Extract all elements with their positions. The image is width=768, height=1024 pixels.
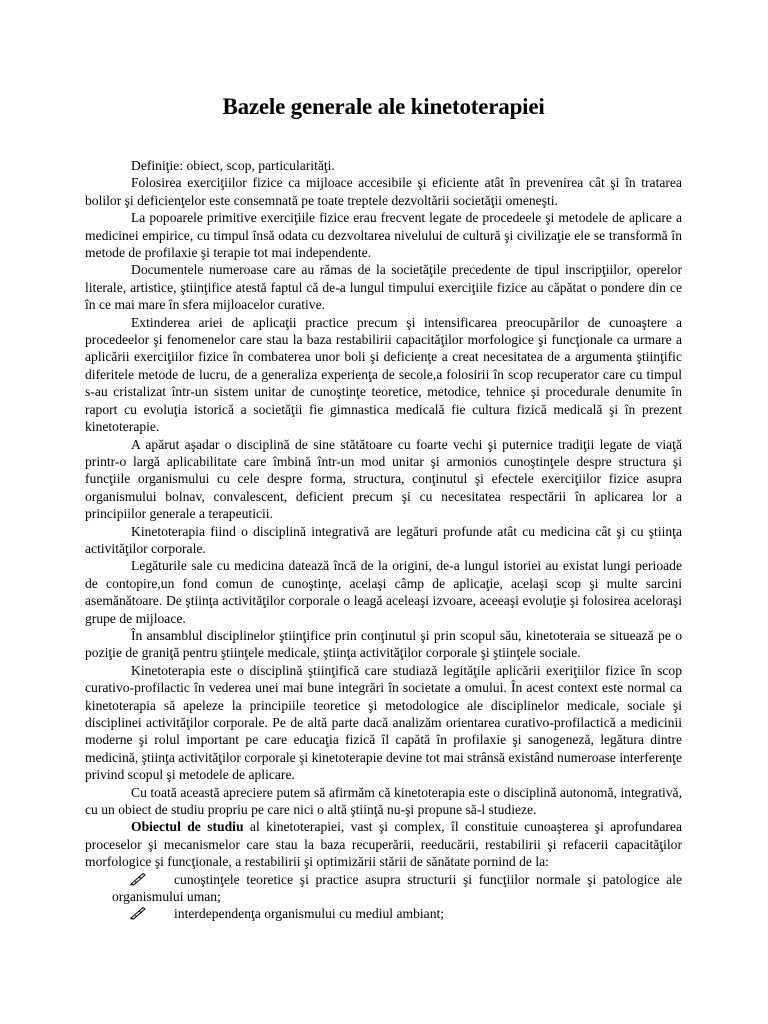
- definition-paragraph: Definiţie: obiect, scop, particularităţi.: [131, 158, 335, 173]
- bullet-text: cunoştinţele teoretice şi practice asupra structurii şi funcţiilor normale şi patologice ale organismului uman;: [112, 871, 682, 905]
- body-paragraph: La popoarele primitive exerciţiile fizice erau frecvent legate de procedeele şi metodele de aplicare a medicinei empirice, cu timpul însă odata cu dezvoltarea nivelului de cultură şi civilizaţie ele se transformă în metode de profilaxie şi terapie tot mai independente.: [85, 210, 682, 261]
- page-title: Bazele generale ale kinetoterapiei: [222, 94, 545, 119]
- body-paragraph: A apărut aşadar o disciplină de sine stătătoare cu foarte vechi şi puternice tradiţii legate de viaţă printr-o largă aplicabilitate care îmbină într-un mod unitar şi armonios cunoştinţele despre structura şi funcţiile organismului cu cele despre forma, structura, conţinutul şi efectele exerciţiilor fizice asupra organismului bolnav, convalescent, deficient precum şi cu necesitatea respectării în aplicarea lor a principiilor generale a terapeuticii.: [85, 436, 682, 522]
- body-paragraph: Kinetoterapia fiind o disciplină integrativă are legături profunde atât cu medicina cât şi cu ştiinţa activităţilor corporale.: [85, 523, 682, 556]
- object-of-study-paragraph: [85, 818, 682, 870]
- body-paragraph: Folosirea exerciţiilor fizice ca mijloace accesibile şi eficiente atât în prevenirea cât şi în tratarea bolilor şi deficienţelor este consemnată pe toate treptele dezvoltării societăţii omeneşti.: [85, 175, 682, 208]
- bullet-text: interdependenţa organismului cu mediul ambiant;: [174, 906, 445, 922]
- body-paragraph: În ansamblul disciplinelor ştiinţifice prin conţinutul şi prin scopul său, kinetoteraia se situează pe o poziţie de graniţă pentru ştiinţele medicale, ştiinţa activităţilor corporale şi ştiinţele sociale.: [85, 627, 682, 661]
- document-page: [85, 92, 682, 923]
- writing-hand-icon: [130, 872, 146, 886]
- body-paragraph: Cu toată această apreciere putem să afirmăm că kinetoterapia este o disciplină autonomă, integrativă, cu un obiect de studiu propriu pe care nici o altă ştiinţă nu-şi propune să-l studieze.: [85, 784, 682, 818]
- list-item: [85, 871, 682, 906]
- object-of-study-lead: Obiectul de studiu: [131, 819, 244, 835]
- object-of-study-text: al kinetoterapiei, vast şi complex, îl constituie cunoaşterea şi aprofundarea proceselor şi mecanismelor care stau la baza recuperării, reeducării, restabilirii şi refacerii capacităţilor morfologice şi funcţionale, a restabilirii şi optimizării stării de sănătate pornind de la:: [85, 819, 682, 870]
- body-paragraph: Kinetoterapia este o disciplină ştiinţifică care studiază legităţile aplicării exeriţiilor fizice în scop curativo-profilactic în vederea unei mai bune integrări în societate a omului. În acest context este normal ca kinetoterapia să apeleze la principiile teoretice şi metodologice ale disciplinelor medicale, sociale şi disciplinei activităţilor corporale. Pe de altă parte dacă analizăm orientarea curativo-profilactică a medicinii moderne şi rolul important pe care educaţia fizică îl capătă în profilaxie şi sanogeneză, legătura dintre medicină, ştiinţa activităţilor corporale şi kinetoterapie devine tot mai strânsă existând numeroase interferenţe privind scopul şi metodele de aplicare.: [85, 662, 682, 783]
- list-item: [85, 905, 682, 922]
- writing-hand-icon: [130, 906, 146, 920]
- body-paragraph: Documentele numeroase care au rămas de la societăţile precedente de tipul inscripţiilor, operelor literale, artistice, ştiinţifice atestă faptul că de-a lungul timpului exerciţiile fizice au căpătat o pondere din ce în ce mai mare în sfera mijloacelor curative.: [85, 262, 682, 313]
- body-paragraph: Legăturile sale cu medicina datează încă de la origini, de-a lungul istoriei au existat lungi perioade de contopire,un fond comun de cunoştinţe, acelaşi câmp de aplicaţie, acelaşi scop şi multe sarcini asemănătoare. De ştiinţa activităţilor corporale o leagă aceleaşi izvoare, aceeaşi evoluţie şi folosirea aceloraşi grupe de mijloace.: [85, 558, 682, 626]
- body-paragraph: Extinderea ariei de aplicaţii practice precum şi intensificarea preocupărilor de cunoaştere a procedeelor şi fenomenelor care stau la baza restabilirii capacităţilor morfologice şi funcţionale ca urmare a aplicării exerciţiilor fizice în combaterea unor boli şi deficienţe a creat necesitatea de a argumenta ştiinţific diferitele metode de lucru, de a generaliza experienţa de secole,a folosirii în scop recuperator care cu timpul s-au cristalizat într-un sistem unitar de cunoştinţe teoretice, metodice, tehnice şi procedurale denumite în raport cu evoluţia istorică a societăţii fie gimnastica medicală fie cultura fizică medicală şi în prezent kinetoterapie.: [85, 314, 682, 435]
- bullet-list: [85, 871, 682, 923]
